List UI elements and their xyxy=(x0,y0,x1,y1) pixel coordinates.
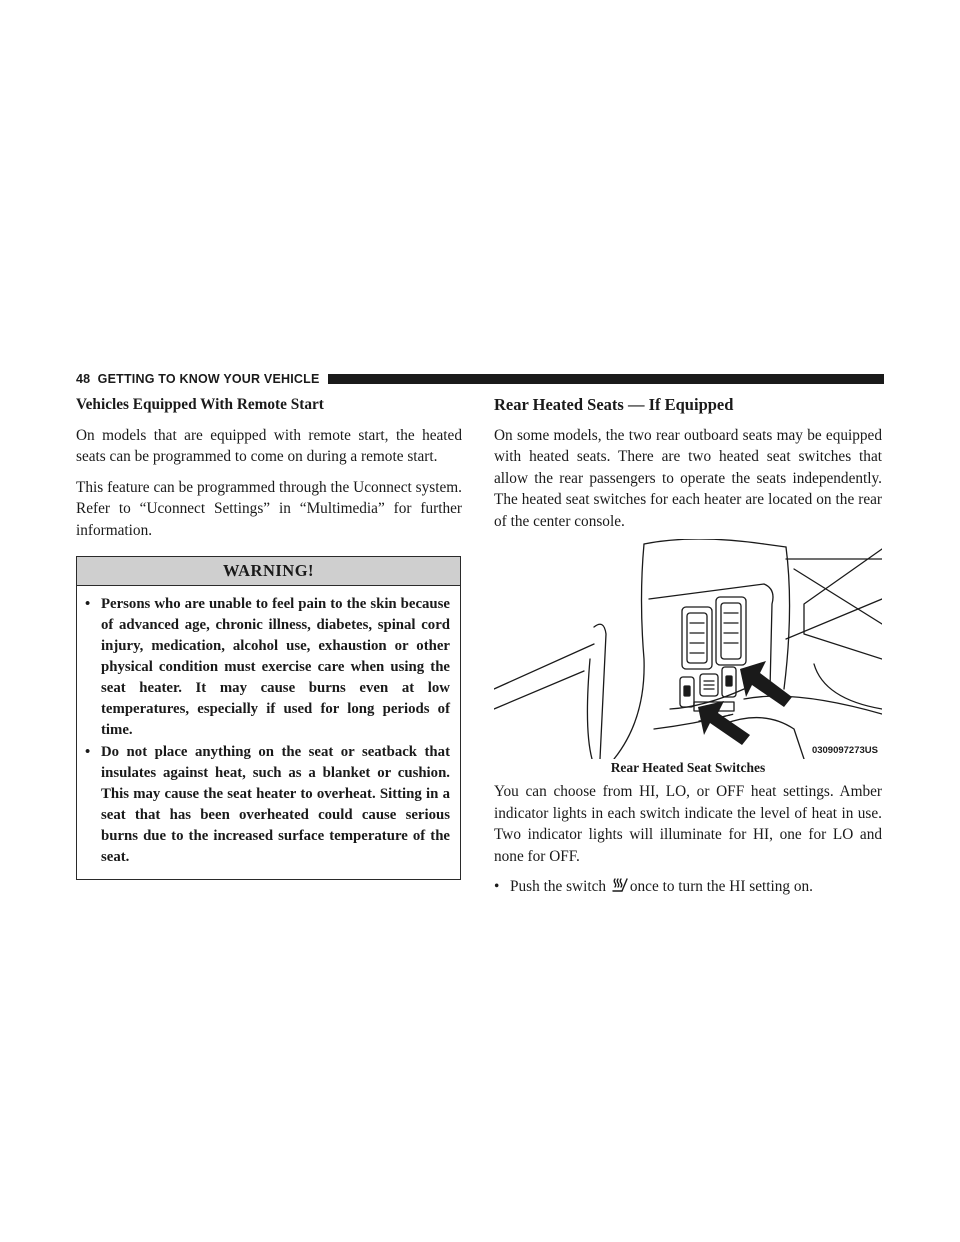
warning-item-text: Persons who are unable to feel pain to the skin because of advanced age, chronic illness, diabetes, spinal cord injury, medication, alcohol use, exhaustion or other physical condition must exercise care when using the seat heater. It may cause burns even at low temperatures, especially if used for long periods of time. xyxy=(101,596,450,738)
list-item xyxy=(494,876,882,898)
warning-title: WARNING! xyxy=(77,557,460,586)
console-illustration xyxy=(494,539,882,759)
remote-start-subheading: Vehicles Equipped With Remote Start xyxy=(76,396,324,413)
page-header xyxy=(76,371,884,387)
figure-caption: Rear Heated Seat Switches xyxy=(610,760,766,775)
warning-body xyxy=(77,586,460,879)
warning-item xyxy=(85,742,450,868)
bullet-icon: • xyxy=(85,596,91,612)
paragraph: This feature can be programmed through the Uconnect system. Refer to “Uconnect Settings” in “Multimedia” for further information. xyxy=(76,478,462,539)
page-header-text xyxy=(76,371,320,387)
figure-code: 0309097273US xyxy=(811,745,878,756)
paragraph: On some models, the two rear outboard seats may be equipped with heated seats. There are two heated seat switches that allow the rear passengers to operate the seats independently. The heated seat switches for each heater are located on the rear of the center console. xyxy=(494,426,882,530)
header-rule xyxy=(328,374,884,384)
list-item-text-end: once to turn the HI setting on. xyxy=(629,878,813,895)
rear-heated-seat-switches-figure xyxy=(494,539,882,759)
section-title: GETTING TO KNOW YOUR VEHICLE xyxy=(97,372,320,386)
warning-box xyxy=(76,556,461,880)
list-item-text-start: Push the switch xyxy=(510,878,607,895)
warning-item-text: Do not place anything on the seat or seatback that insulates against heat, such as a blanket or cushion. This may cause the seat heater to overheat. Sitting in a seat that has been overheated could cause serious burns due to the increased surface temperature of the seat. xyxy=(101,744,450,865)
left-column xyxy=(76,394,462,880)
arrow-icon xyxy=(736,657,796,712)
paragraph: You can choose from HI, LO, or OFF heat settings. Amber indicator lights in each switch indicate the level of heat in use. Two indicator lights will illuminate for HI, one for LO and none for OFF. xyxy=(494,783,882,865)
bullet-icon: • xyxy=(85,744,91,760)
page-number: 48 xyxy=(76,372,91,386)
paragraph: On models that are equipped with remote start, the heated seats can be programmed to come on during a remote start. xyxy=(76,426,462,465)
heated-seat-icon xyxy=(610,877,630,893)
warning-item xyxy=(85,594,450,741)
rear-heated-seats-heading: Rear Heated Seats — If Equipped xyxy=(494,395,734,414)
bullet-icon: • xyxy=(494,878,500,895)
right-column xyxy=(494,394,882,898)
